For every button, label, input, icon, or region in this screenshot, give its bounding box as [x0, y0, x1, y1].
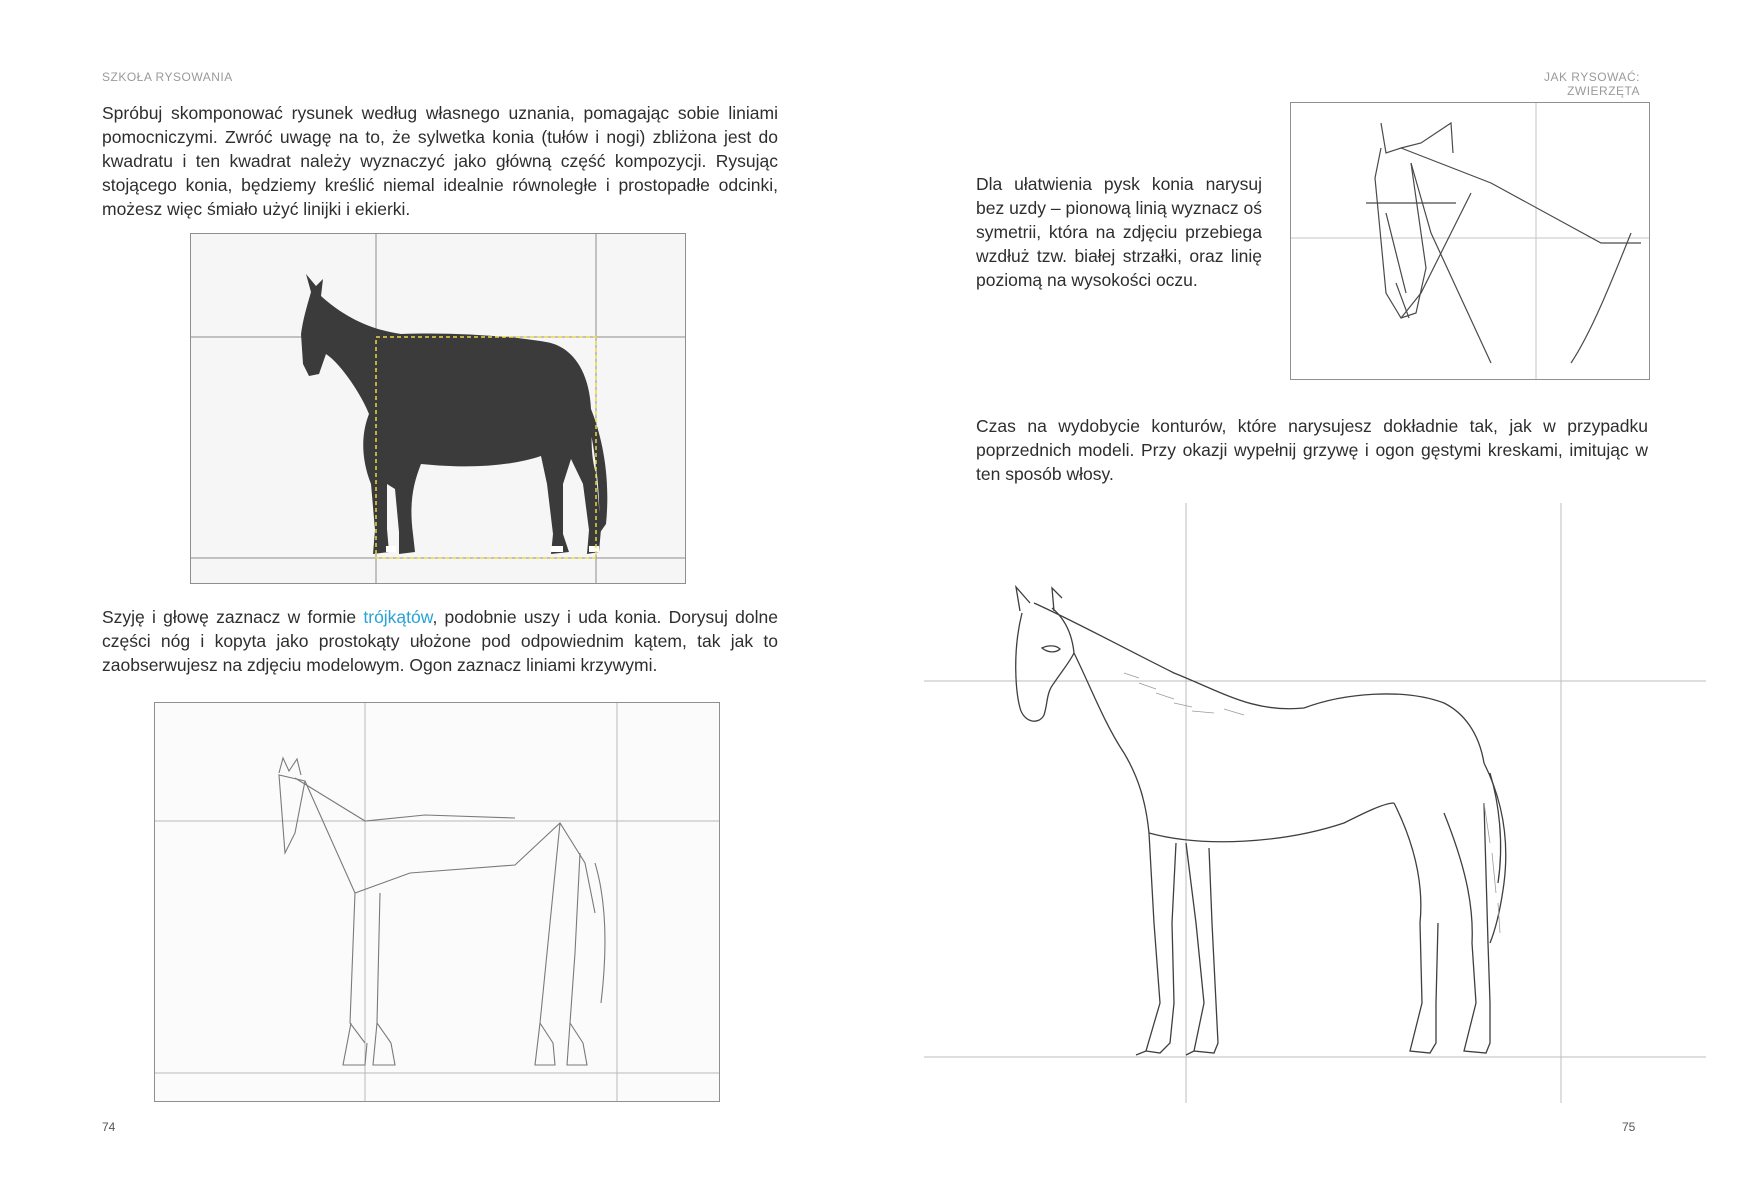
left-paragraph-2: [102, 605, 778, 677]
right-running-header: JAK RYSOWAĆ: ZWIERZĘTA: [1543, 70, 1640, 98]
right-paragraph-1: Dla ułatwienia pysk konia narysuj bez uzdy – pionową linią wyznacz oś symetrii, która na zdjęciu przebiega wzdłuż tzw. białej strzałki, oraz linię poziomą na wysokości oczu.: [976, 174, 1262, 290]
horse-photo-figure: [190, 233, 686, 584]
horse-photo-illustration: [191, 234, 685, 583]
construction-sketch-illustration: [155, 703, 719, 1101]
right-paragraph-2: Czas na wydobycie konturów, które narysujesz dokładnie tak, jak w przypadku poprzednich modeli. Przy okazji wypełnij grzywę i ogon gęstymi kreskami, imitując w ten sposób włosy.: [976, 416, 1648, 484]
left-page-number: 74: [102, 1120, 116, 1134]
head-sketch-illustration: [1291, 103, 1649, 379]
highlighted-term: trójkątów: [363, 607, 433, 627]
paragraph-2-text-end: , podobnie uszy i uda konia. Dorysuj dolne części nóg i kopyta jako prostokąty ułożone pod odpowiednim kątem, tak jak to zaobserwujesz na zdjęciu modelowym. Ogon zaznacz liniami krzywymi.: [102, 607, 778, 675]
horse-final-contour-figure: [924, 503, 1706, 1103]
final-contour-illustration: [924, 503, 1706, 1103]
left-paragraph-1: Spróbuj skomponować rysunek według własnego uznania, pomagając sobie liniami pomocniczymi. Zwróć uwagę na to, że sylwetka konia (tułów i nogi) zbliżona jest do kwadratu i ten kwadrat należy wyznaczyć jako główną część kompozycji. Rysując stojącego konia, będziemy kreślić niemal idealnie równoległe i prostopadłe odcinki, możesz więc śmiało użyć linijki i ekierki.: [102, 103, 778, 219]
paragraph-2-text-start: Szyję i głowę zaznacz w formie: [102, 607, 364, 627]
horse-sketch-construction-figure: [154, 702, 720, 1102]
horse-head-sketch-figure: [1290, 102, 1650, 380]
left-running-header: SZKOŁA RYSOWANIA: [102, 70, 233, 84]
right-page-number: 75: [1622, 1120, 1636, 1134]
